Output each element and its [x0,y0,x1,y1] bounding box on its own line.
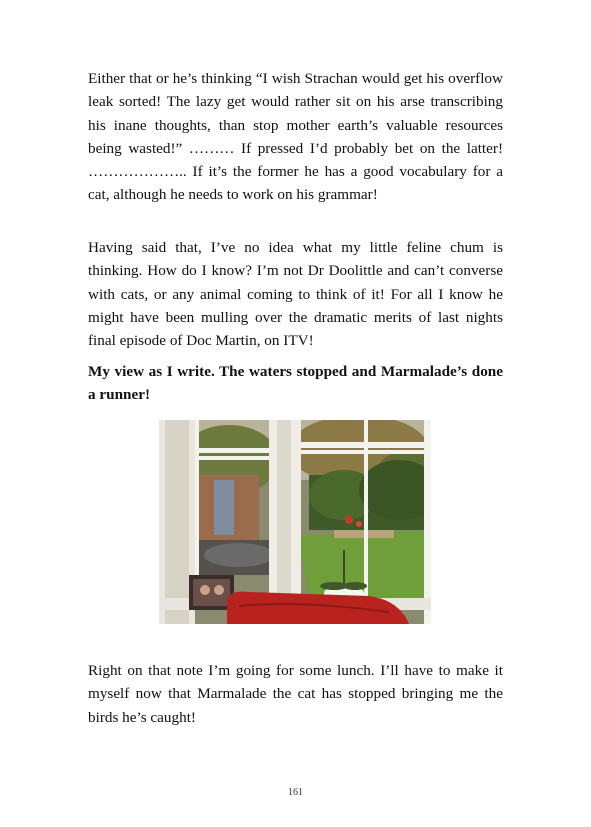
paragraph-lunch: Right on that note I’m going for some lunch. I’ll have to make it myself now that Marmalade the cat has stopped bringing me the birds he’s caught! [88,662,503,726]
page-number: 161 [288,787,303,798]
garden-view-photo [159,420,431,624]
paragraph-feline-chum: Having said that, I’ve no idea what my little feline chum is thinking. How do I know? I’m not Dr Doolittle and can’t converse with cats, or any animal coming to think of it! For all I know he might have been mulling over the dramatic merits of last nights final episode of Doc Martin, on ITV! [88,239,503,350]
paragraph-cat-thoughts: Either that or he’s thinking “I wish Strachan would get his overflow leak sorted! The lazy get would rather sit on his arse transcribing his inane thoughts, than stop mother earth’s valuable resources being wasted!” ……… If pressed I’d probably bet on the latter! ……………….. If it’s the former he has a good vocabulary for a cat, although he needs to work on his grammar! [88,70,503,204]
photo-caption: My view as I write. The waters stopped and Marmalade’s done a runner! [88,363,503,404]
